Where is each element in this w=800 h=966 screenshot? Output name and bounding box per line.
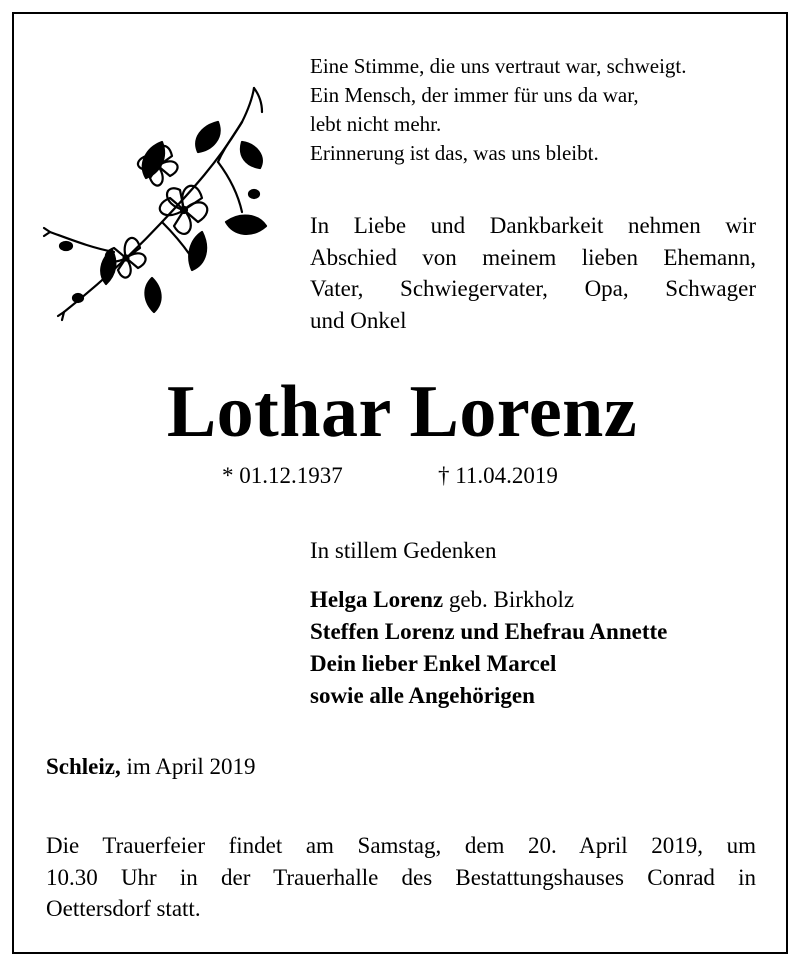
- funeral-line: Oettersdorf statt.: [46, 896, 201, 921]
- mourner-wife-maiden-name: geb. Birkholz: [443, 587, 575, 612]
- funeral-announcement: [46, 830, 756, 925]
- intro-line: In Liebe und Dankbarkeit nehmen wir: [310, 213, 756, 238]
- funeral-line: Die Trauerfeier findet am Samstag, dem 20. April 2019, um: [46, 833, 756, 858]
- intro-line: Vater, Schwiegervater, Opa, Schwager: [310, 276, 756, 301]
- birth-date: * 01.12.1937: [222, 463, 343, 488]
- intro-line: Abschied von meinem lieben Ehemann,: [310, 244, 756, 270]
- poem-line: Eine Stimme, die uns vertraut war, schweigt.: [310, 54, 687, 78]
- mourner-wife: [310, 584, 667, 616]
- intro-line: und Onkel: [310, 307, 407, 333]
- mourner-grandson: Dein lieber Enkel Marcel: [310, 651, 557, 676]
- place-town: Schleiz,: [46, 754, 121, 779]
- blossom-branch-icon: [42, 82, 282, 332]
- poem-line: lebt nicht mehr.: [310, 112, 442, 136]
- deceased-name: Lothar Lorenz: [166, 371, 638, 453]
- obituary-notice: [12, 12, 788, 954]
- intro-paragraph: [310, 210, 756, 336]
- place-date: im April 2019: [120, 754, 256, 779]
- mourners-list: [310, 584, 667, 712]
- mourner-son: Steffen Lorenz und Ehefrau Annette: [310, 619, 668, 644]
- funeral-line: 10.30 Uhr in der Trauerhalle des Bestattungshauses Conrad in: [46, 864, 756, 890]
- poem-line: Erinnerung ist das, was uns bleibt.: [310, 141, 599, 165]
- poem-line: Ein Mensch, der immer für uns da war,: [310, 83, 639, 107]
- memorial-heading: In stillem Gedenken: [310, 538, 497, 563]
- death-date: † 11.04.2019: [438, 463, 558, 488]
- memorial-poem: [310, 52, 770, 168]
- mourner-wife-name: Helga Lorenz: [310, 587, 444, 612]
- place-and-date: [46, 752, 256, 782]
- mourner-relatives: sowie alle Angehörigen: [310, 683, 535, 708]
